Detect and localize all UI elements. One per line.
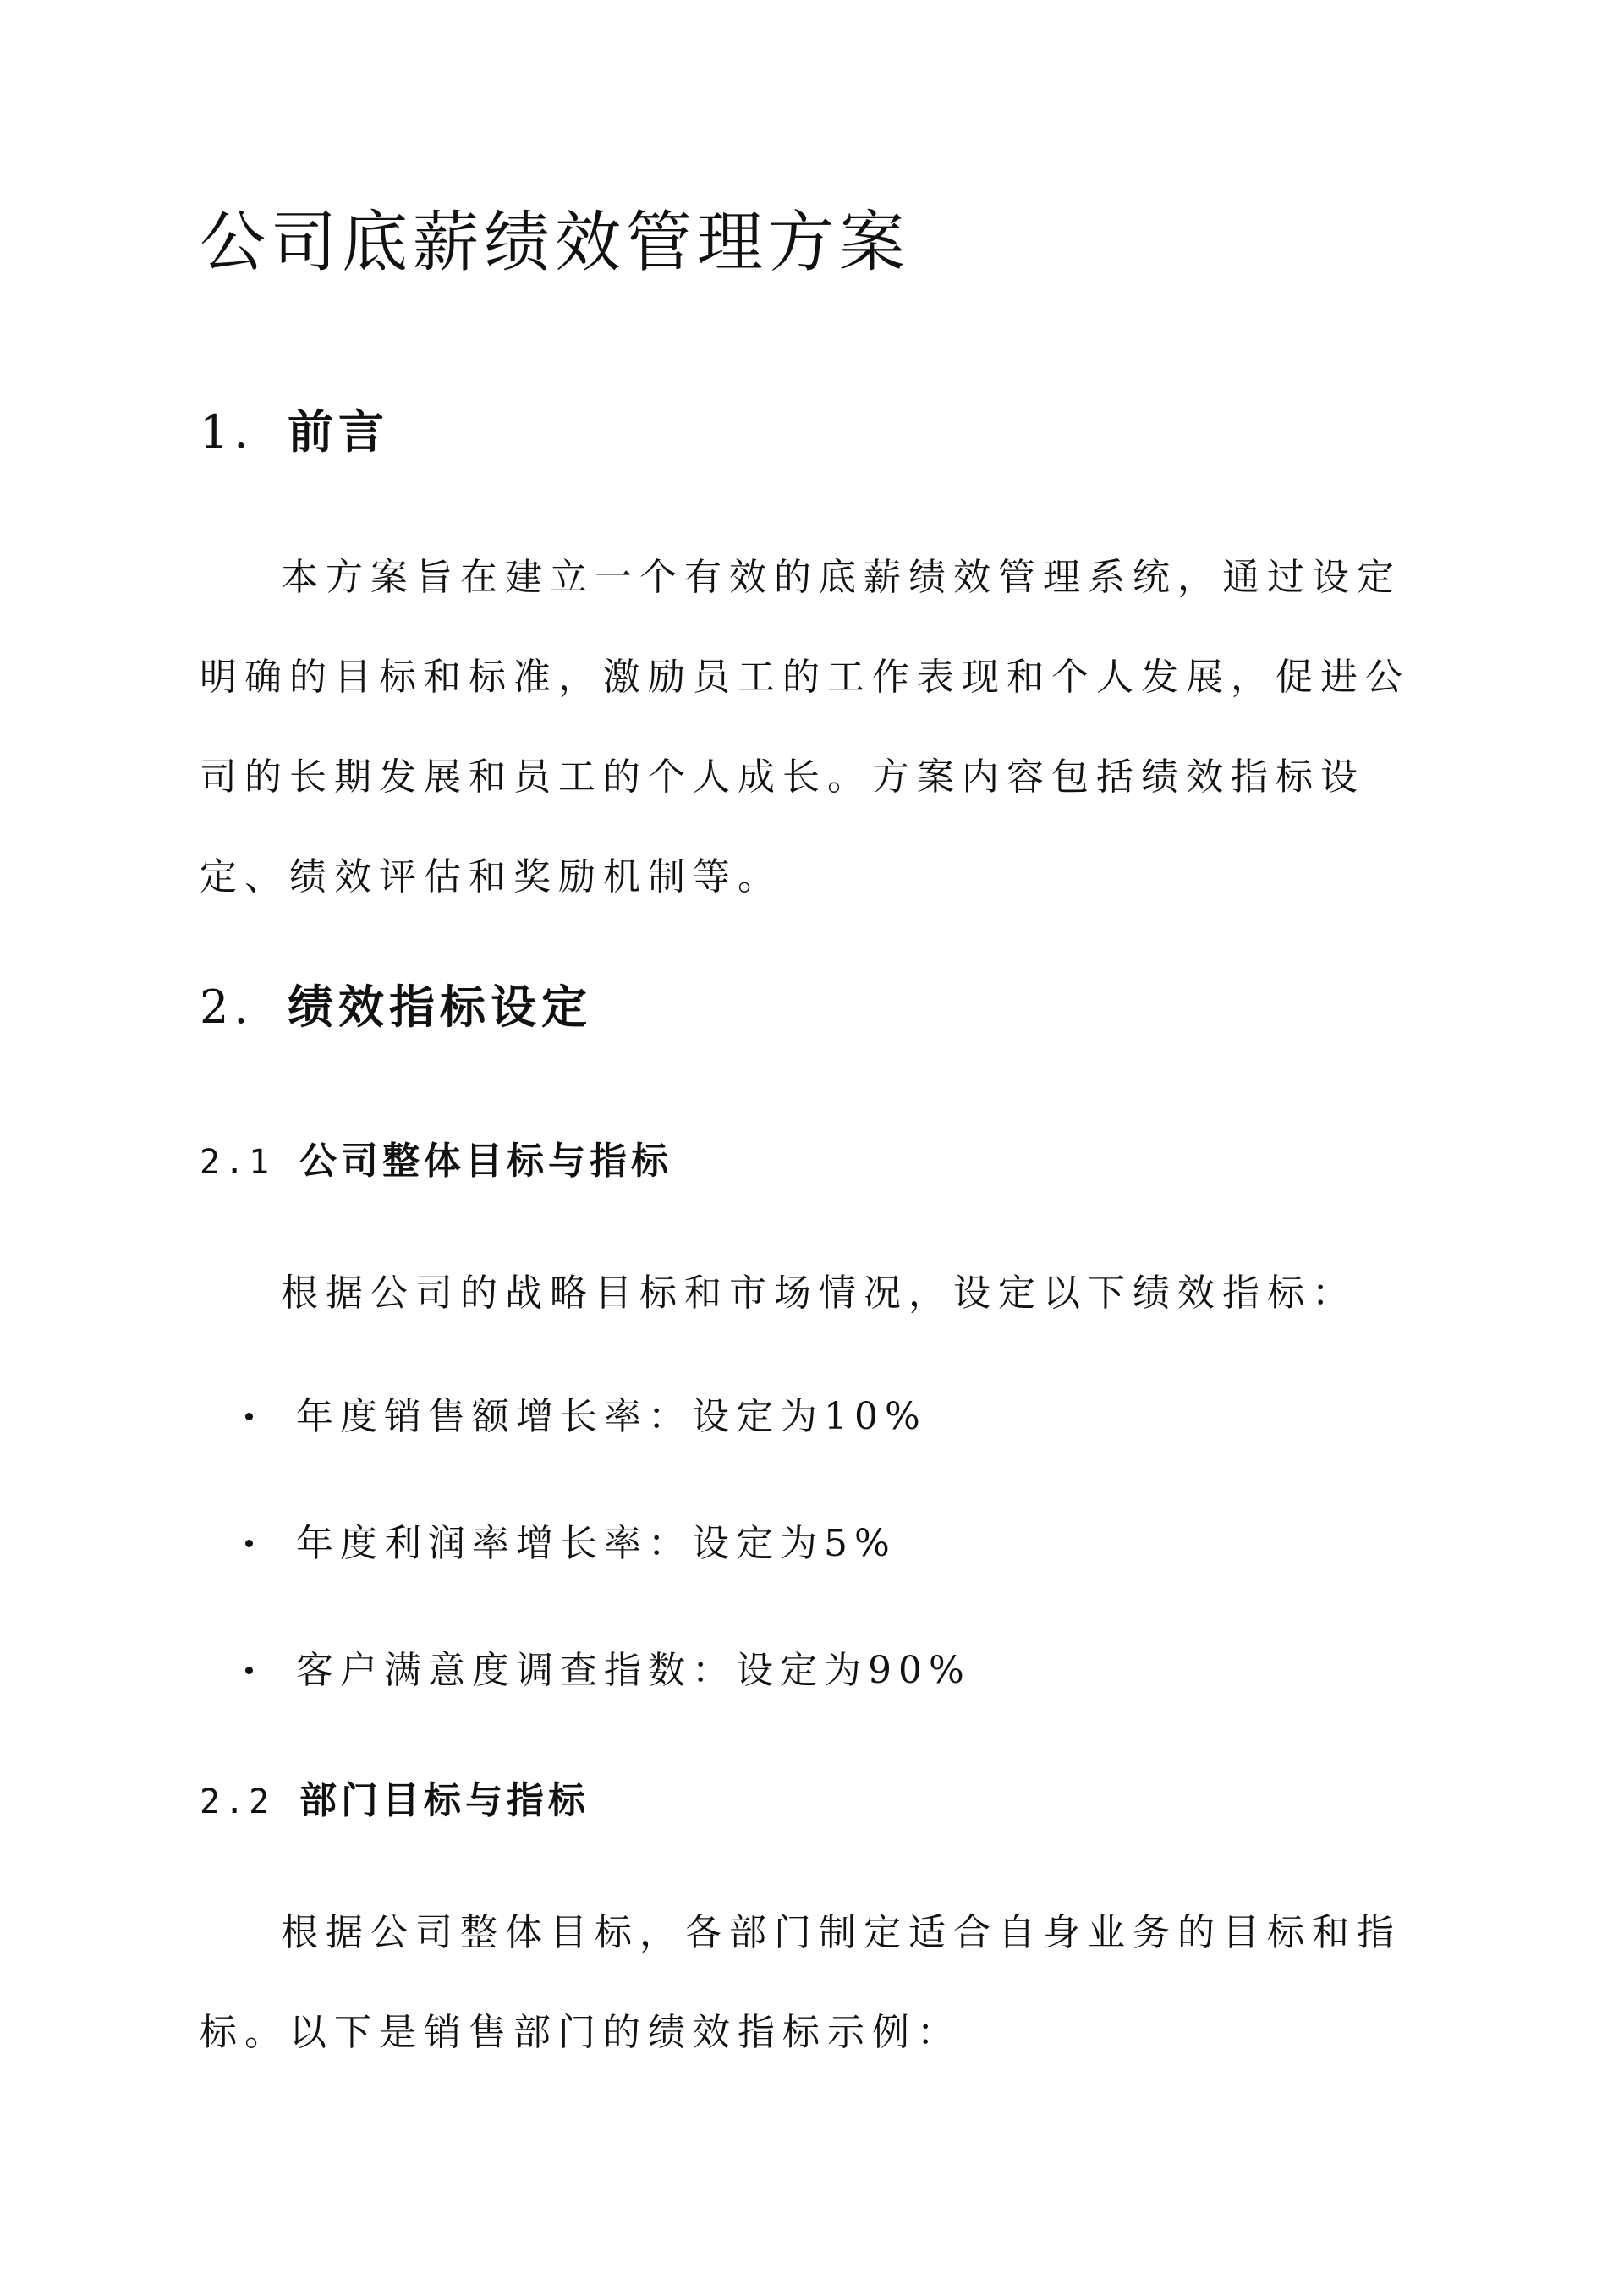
list-item-text: 年度销售额增长率：设定为10% (296, 1395, 927, 1438)
list-item (245, 1514, 897, 1574)
subsection-2-1-number: 2.1 (200, 1143, 274, 1182)
subsection-2-1-intro: 根据公司的战略目标和市场情况，设定以下绩效指标： (281, 1272, 1357, 1315)
section-2-heading (200, 973, 592, 1041)
subsection-2-1-heading (200, 1132, 672, 1192)
bullet-icon (245, 1413, 253, 1420)
section-1-title: 前言 (288, 404, 389, 459)
section-1-paragraph: 本方案旨在建立一个有效的底薪绩效管理系统，通过设定明确的目标和标准，激励员工的工作表现和个人发展，促进公司的长期发展和员工的个人成长。方案内容包括绩效指标设定、绩效评估和奖励机制等。 (200, 556, 1410, 898)
section-1-number: 1. (200, 405, 254, 459)
subsection-2-1-title: 公司整体目标与指标 (299, 1140, 672, 1183)
list-item (245, 1387, 927, 1447)
list-item-text: 年度利润率增长率：设定为5% (296, 1522, 897, 1565)
section-2-title: 绩效指标设定 (288, 980, 592, 1034)
bullet-icon (245, 1667, 253, 1674)
subsection-2-2-title: 部门目标与指标 (299, 1779, 590, 1822)
section-1-heading (200, 398, 389, 466)
subsection-2-2-heading (200, 1771, 590, 1832)
list-item-text: 客户满意度调查指数：设定为90% (296, 1649, 971, 1692)
section-2-number: 2. (200, 980, 254, 1034)
subsection-2-2-paragraph: 根据公司整体目标，各部门制定适合自身业务的目标和指标。以下是销售部门的绩效指标示例： (200, 1911, 1402, 2054)
list-item (245, 1641, 971, 1700)
subsection-2-2-number: 2.2 (200, 1782, 274, 1821)
document-title: 公司底薪绩效管理方案 (200, 205, 911, 281)
bullet-icon (245, 1540, 253, 1547)
